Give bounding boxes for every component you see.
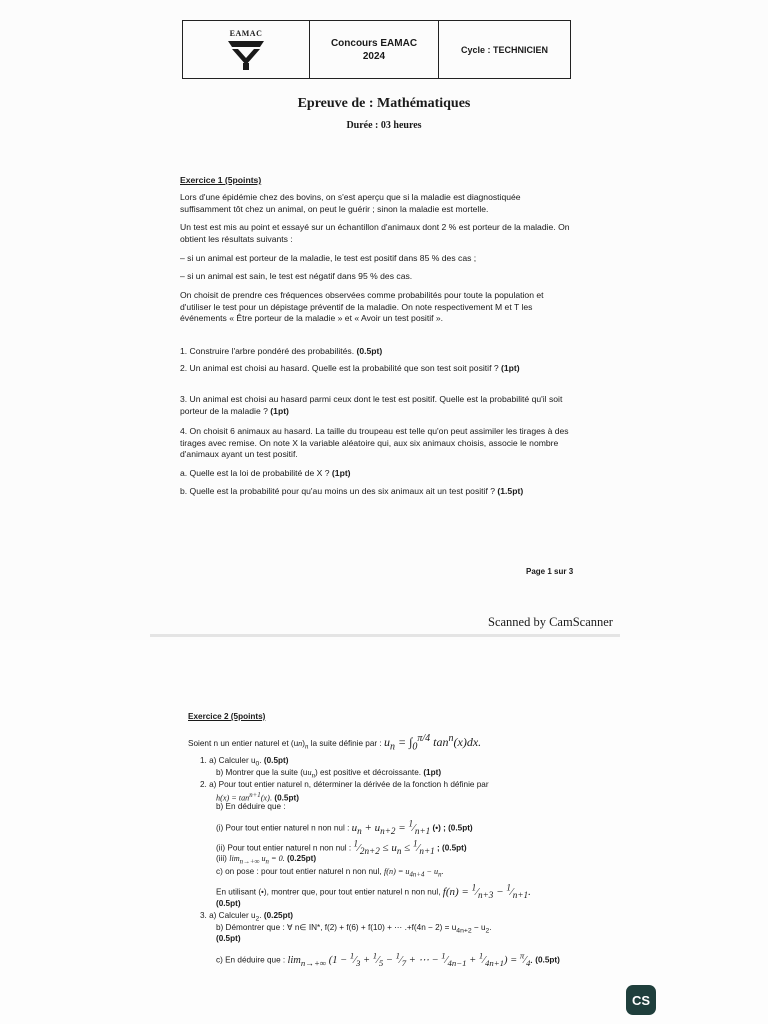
ex1-question-3: 3. Un animal est choisi au hasard parmi ceux dont le test est positif. Quelle est la probabilité qu'il soit porteur de la maladie ? (1pt): [180, 394, 563, 416]
ex2-q2b-iii: (iii) $\lim_{n\to+\infty} u_n = 0$. (0.25pt): [216, 854, 317, 866]
ex2-intro: Soient n un entier naturel et $(un)_n$ la suite définie par : $u_n = \int_0^{\pi/4}$ $\tan^n(x)dx$.: [188, 733, 482, 753]
ex2-q2c-points: (0.5pt): [216, 899, 241, 908]
ex2-q2b-ii: (ii) Pour tout entier naturel n non nul : $^1⁄_{2n+2} \le u_n$ ≤ $^1⁄_{n+1}$ ; (0.5pt): [216, 838, 467, 856]
exercice-1-heading: Exercice 1 (5points): [180, 175, 262, 185]
ex2-q3b: b) Démontrer que : ∀ n∈ IN*, f(2) + f(6) + f(10) + ⋯ $.+f(4n - 2) = u_{4n+2} - u_2$.: [216, 923, 492, 935]
ex2-q2c: c) on pose : pour tout entier naturel n non nul, $f(n) = u_{4n+4} - u_n$.: [216, 867, 444, 879]
ex2-q2a: 2. a) Pour tout entier naturel n, déterminer la dérivée de la fonction h définie par: [200, 780, 489, 789]
exercice-2-heading: Exercice 2 (5points): [188, 712, 266, 721]
eamac-logo-icon: [226, 39, 266, 71]
logo-text: EAMAC: [229, 28, 263, 38]
ex1-question-4b: b. Quelle est la probabilité pour qu'au moins un des six animaux ait un test positif ? (1.5pt): [180, 486, 524, 496]
ex1-question-4a: a. Quelle est la loi de probabilité de X ? (1pt): [180, 468, 351, 478]
cycle-cell: [439, 21, 570, 78]
ex2-q3b-points: (0.5pt): [216, 934, 241, 943]
ex1-bullet-1: – si un animal est porteur de la maladie, le test est positif dans 85 % des cas ;: [180, 253, 477, 263]
header-table: [182, 20, 571, 79]
ex2-q1b: b) Montrer que la suite $(uu_n)$ est positive et décroissante. (1pt): [216, 768, 442, 780]
camscanner-badge-icon: CS: [626, 985, 656, 1015]
ex1-bullet-2: – si un animal est sain, le test est négatif dans 95 % des cas.: [180, 271, 413, 281]
ex2-q2b-i: (i) Pour tout entier naturel n non nul : $u_n + u_{n+2}$ = $^1⁄_{n+1}$ (•) ; (0.5pt): [216, 818, 473, 836]
ex1-para-3: On choisit de prendre ces fréquences observées comme probabilités pour toute la population et d'utiliser le test pour un dépistage préventif de la maladie. On note respectivement M et T les événements « Être porteur de la maladie » et « Avoir un test positif ».: [180, 290, 544, 323]
logo-cell: [183, 21, 310, 78]
ex1-question-4: 4. On choisit 6 animaux au hasard. La taille du troupeau est telle qu'on peut assimiler les tirages à des tirages avec remise. On note X la variable aléatoire qui, aux six animaux choisis, associe le nombre d'animaux ayant un test positif.: [180, 426, 569, 459]
duree-subtitle: Durée : 03 heures: [346, 120, 422, 131]
ex2-q3a: 3. a) Calculer $u_2$. (0.25pt): [200, 911, 294, 923]
ex1-para-2: Un test est mis au point et essayé sur un échantillon d'animaux dont 2 % est porteur de la maladie. On obtient les résultats suivants :: [180, 222, 570, 244]
page-separator: [150, 634, 620, 637]
ex2-q2b: b) En déduire que :: [216, 802, 286, 811]
ex2-q3c: c) En déduire que : $\lim_{n\to+\infty} (1$ − $^1⁄_3$ + $^1⁄_5$ − $^1⁄_7$ + ⋯ − $^1⁄_{4n-1}$ + $^1⁄_{4n+1}$) = $^\pi⁄_4$. (0.5pt): [216, 950, 560, 968]
concours-cell: [310, 21, 439, 78]
concours-title: Concours EAMAC: [330, 37, 418, 49]
ex1-para-1: Lors d'une épidémie chez des bovins, on s'est aperçu que si la maladie est diagnostiquée suffisamment tôt chez un animal, on peut le guérir ; sinon la maladie est mortelle.: [180, 192, 521, 214]
concours-year: 2024: [362, 50, 386, 62]
page-number: Page 1 sur 3: [526, 567, 574, 576]
ex2-q2c-2: En utilisant (•), montrer que, pour tout entier naturel n non nul, $f(n) = ^1⁄_{n+3}$ − $^1⁄_{n+1}$.: [216, 882, 531, 900]
ex2-q2a-formula: $h(x) = \tan^{n+1}(x)$. (0.5pt): [216, 792, 299, 803]
ex1-question-1: 1. Construire l'arbre pondéré des probabilités. (0.5pt): [180, 346, 383, 356]
epreuve-title: Epreuve de : Mathématiques: [297, 96, 471, 111]
scanned-by-label: Scanned by CamScanner: [488, 615, 613, 629]
ex2-q1a: 1. a) Calculer $u_0$. (0.5pt): [200, 756, 289, 768]
cycle-label: Cycle : TECHNICIEN: [460, 44, 549, 55]
ex1-question-2: 2. Un animal est choisi au hasard. Quelle est la probabilité que son test soit positif ? (1pt): [180, 363, 520, 373]
